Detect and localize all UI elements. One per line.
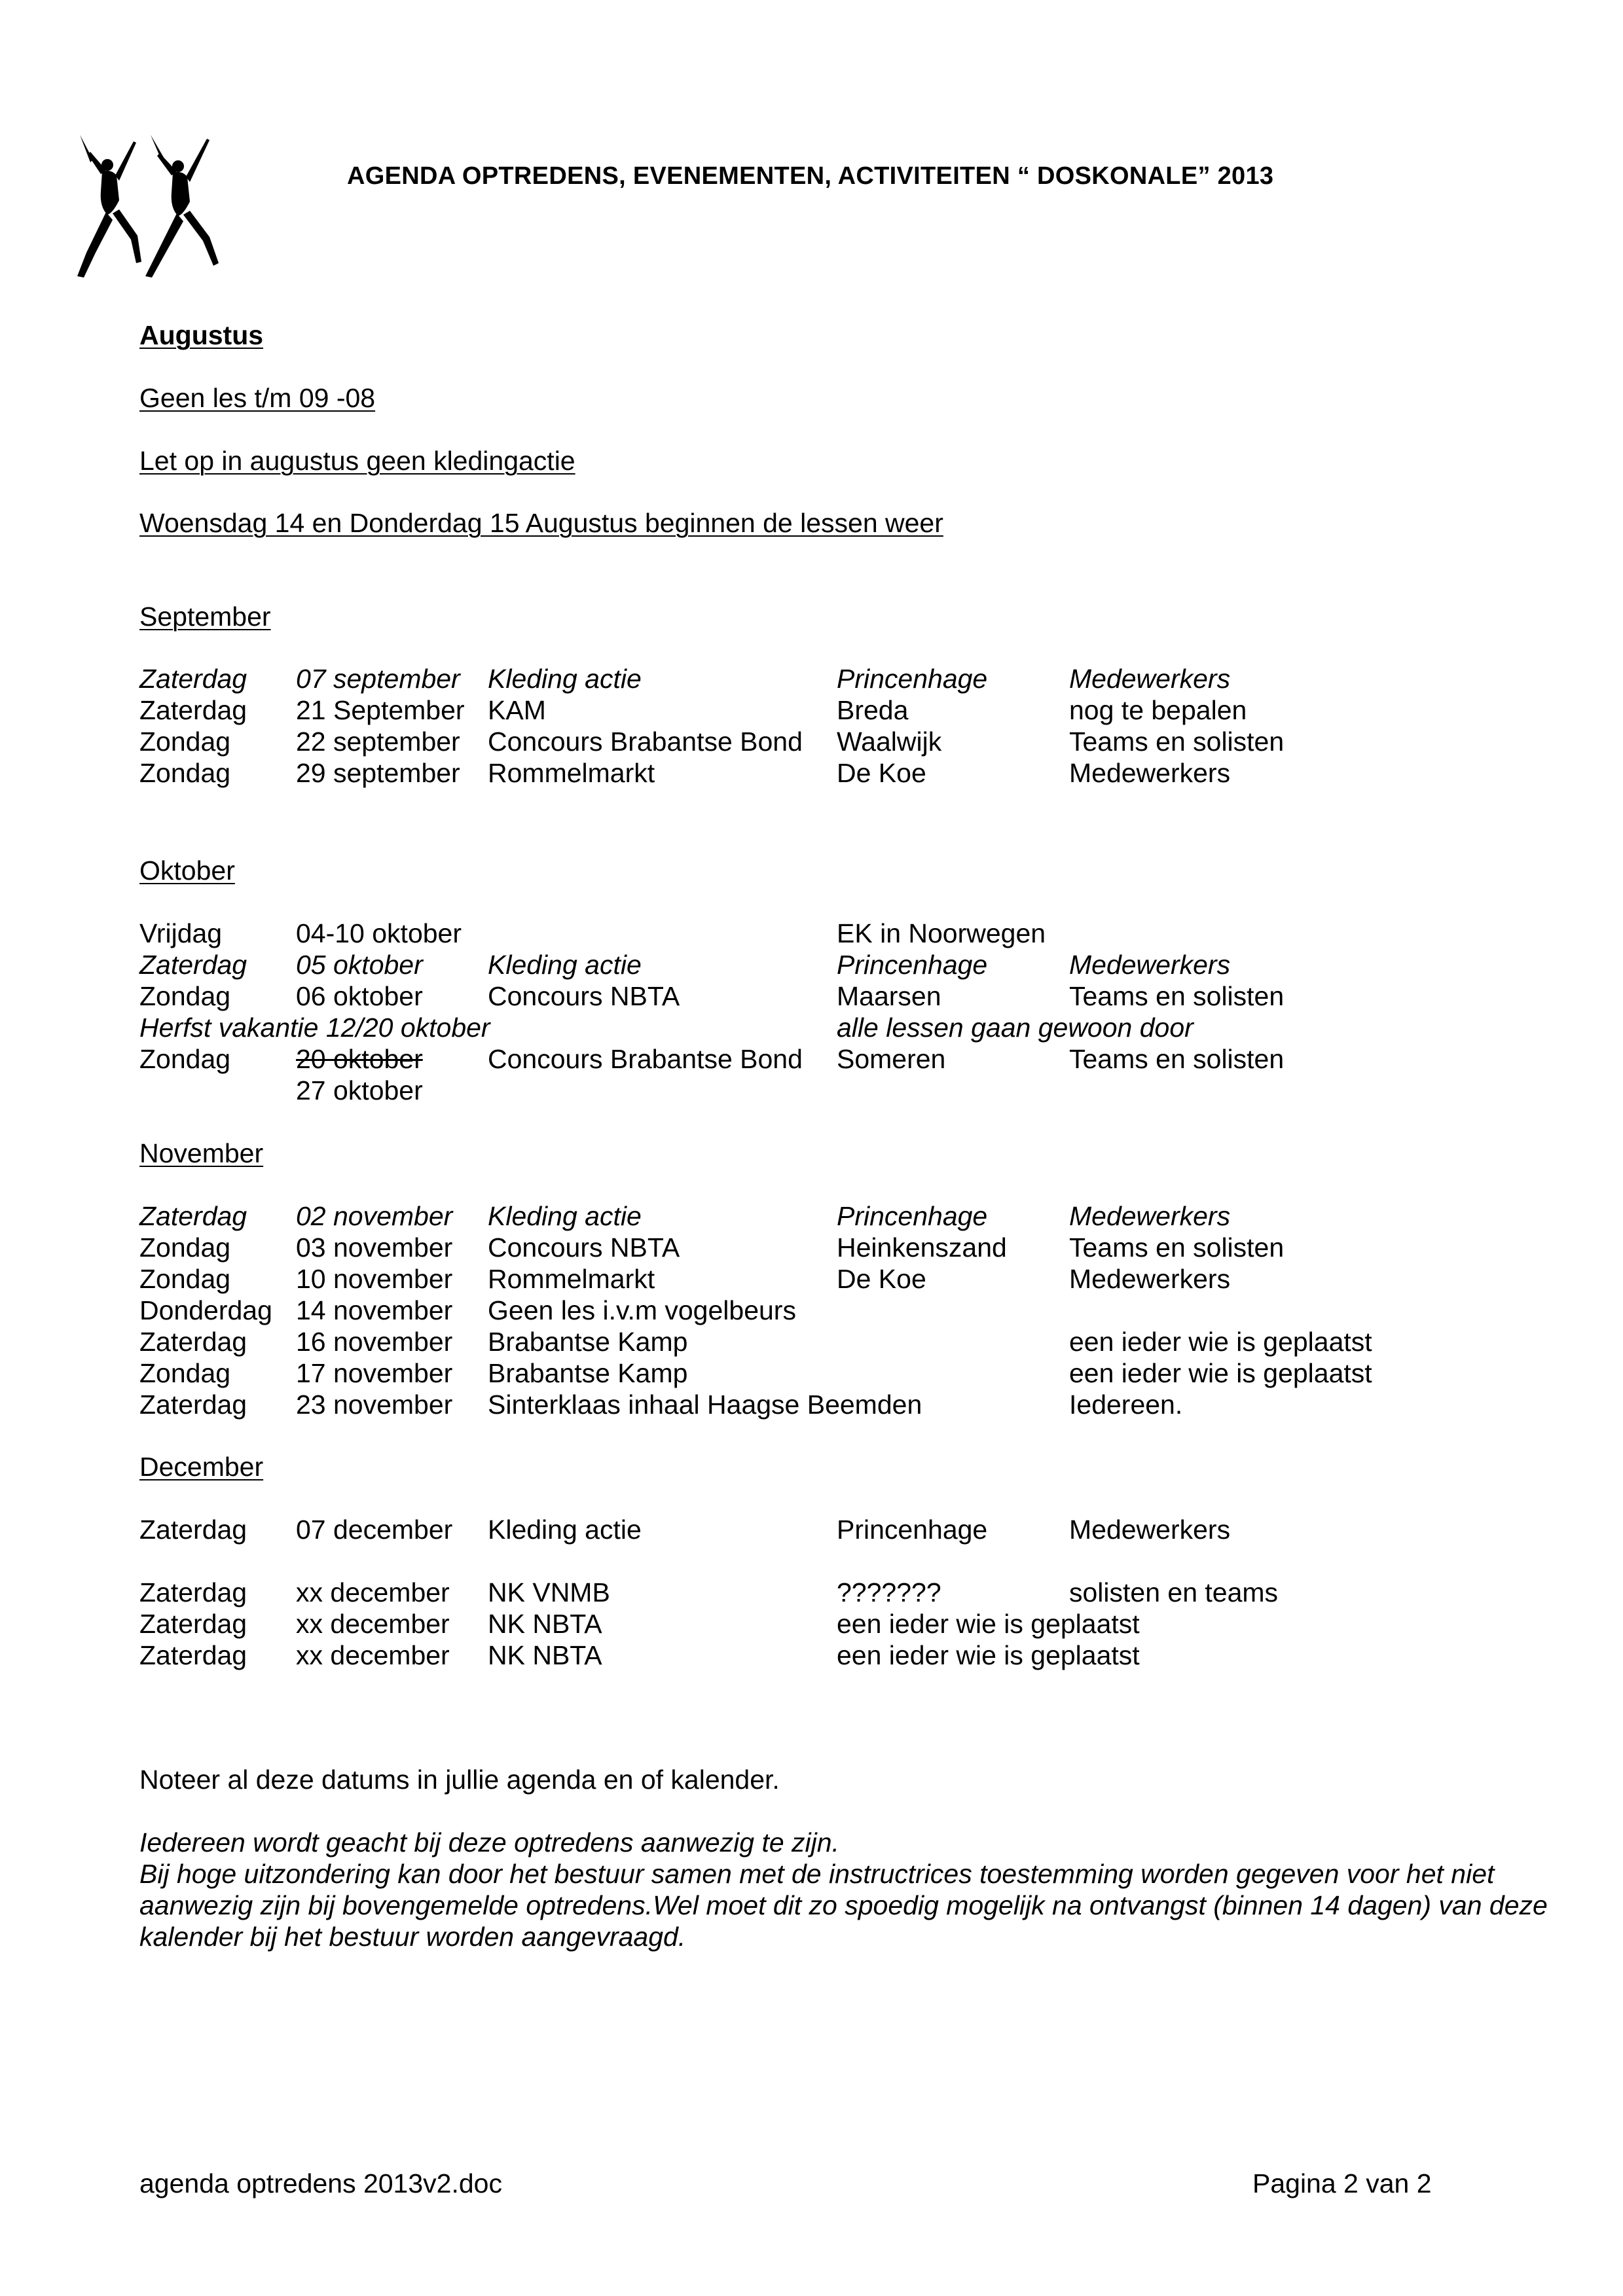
note-italic-line-4: kalender bij het bestuur worden aangevraagd. bbox=[139, 1922, 686, 1952]
who-cell: Iedereen. bbox=[1069, 1390, 1183, 1420]
document-title: AGENDA OPTREDENS, EVENEMENTEN, ACTIVITEITEN “ DOSKONALE” 2013 bbox=[347, 162, 1274, 190]
event-cell: KAM bbox=[488, 695, 546, 725]
place-cell: Princenhage bbox=[837, 664, 988, 694]
table-row bbox=[0, 1640, 1623, 1671]
who-cell: solisten en teams bbox=[1069, 1577, 1279, 1607]
day-cell: Zaterdag bbox=[139, 1390, 247, 1420]
place-cell: EK in Noorwegen bbox=[837, 918, 1046, 948]
who-cell: Medewerkers bbox=[1069, 1264, 1231, 1294]
event-cell: Sinterklaas inhaal Haagse Beemden bbox=[488, 1390, 922, 1420]
herfst-vakantie-label: Herfst vakantie 12/20 oktober bbox=[139, 1013, 490, 1043]
date-cell: 23 november bbox=[296, 1390, 453, 1420]
day-cell: Zaterdag bbox=[139, 1577, 247, 1607]
october-heading: Oktober bbox=[139, 855, 235, 886]
table-row bbox=[0, 1514, 1623, 1545]
date-cell: 02 november bbox=[296, 1201, 453, 1231]
table-row bbox=[0, 694, 1623, 726]
table-row bbox=[0, 1232, 1623, 1263]
date-cell: 16 november bbox=[296, 1327, 453, 1357]
table-row bbox=[0, 1608, 1623, 1640]
day-cell: Zondag bbox=[139, 726, 231, 757]
place-cell: Waalwijk bbox=[837, 726, 942, 757]
table-row bbox=[0, 1075, 1623, 1106]
table-row bbox=[0, 1200, 1623, 1232]
day-cell: Zaterdag bbox=[139, 1640, 247, 1670]
day-cell: Zaterdag bbox=[139, 1515, 247, 1545]
majorette-dancers-logo-icon bbox=[73, 128, 221, 280]
day-cell: Zaterdag bbox=[139, 1609, 247, 1639]
place-cell: ??????? bbox=[837, 1577, 941, 1607]
date-cell: 29 september bbox=[296, 758, 460, 788]
december-heading: December bbox=[139, 1452, 264, 1482]
day-cell: Zaterdag bbox=[139, 1201, 247, 1231]
note-noteer: Noteer al deze datums in jullie agenda en of kalender. bbox=[139, 1765, 780, 1795]
who-cell: Teams en solisten bbox=[1069, 726, 1285, 757]
date-cell: 22 september bbox=[296, 726, 460, 757]
table-row bbox=[0, 949, 1623, 980]
who-cell: Medewerkers bbox=[1069, 664, 1231, 694]
new-date-cell: 27 oktober bbox=[296, 1075, 423, 1105]
table-row bbox=[0, 1043, 1623, 1075]
table-row bbox=[0, 1295, 1623, 1326]
date-cell: xx december bbox=[296, 1640, 450, 1670]
place-cell: een ieder wie is geplaatst bbox=[837, 1640, 1140, 1670]
who-cell: Medewerkers bbox=[1069, 1201, 1231, 1231]
date-cell: 10 november bbox=[296, 1264, 453, 1294]
date-cell: 05 oktober bbox=[296, 950, 423, 980]
day-cell: Zondag bbox=[139, 758, 231, 788]
day-cell: Zondag bbox=[139, 1264, 231, 1294]
date-cell: xx december bbox=[296, 1609, 450, 1639]
date-cell: 07 december bbox=[296, 1515, 453, 1545]
event-cell: Kleding actie bbox=[488, 1515, 642, 1545]
event-cell: Brabantse Kamp bbox=[488, 1358, 688, 1388]
event-cell: Rommelmarkt bbox=[488, 758, 655, 788]
day-cell: Vrijdag bbox=[139, 918, 223, 948]
place-cell: De Koe bbox=[837, 758, 926, 788]
table-row bbox=[0, 1263, 1623, 1295]
event-cell: Kleding actie bbox=[488, 950, 642, 980]
event-cell: Concours Brabantse Bond bbox=[488, 726, 803, 757]
who-cell: een ieder wie is geplaatst bbox=[1069, 1358, 1372, 1388]
table-row bbox=[0, 663, 1623, 694]
date-cell: 17 november bbox=[296, 1358, 453, 1388]
who-cell: Medewerkers bbox=[1069, 758, 1231, 788]
table-row bbox=[0, 757, 1623, 789]
event-cell: Kleding actie bbox=[488, 1201, 642, 1231]
day-cell: Zondag bbox=[139, 1232, 231, 1263]
who-cell: Medewerkers bbox=[1069, 1515, 1231, 1545]
event-cell: Brabantse Kamp bbox=[488, 1327, 688, 1357]
day-cell: Zaterdag bbox=[139, 1327, 247, 1357]
place-cell: Someren bbox=[837, 1044, 946, 1074]
date-cell: 14 november bbox=[296, 1295, 453, 1325]
place-cell: Princenhage bbox=[837, 1201, 988, 1231]
who-cell: nog te bepalen bbox=[1069, 695, 1247, 725]
august-line-2: Let op in augustus geen kledingactie bbox=[139, 446, 575, 476]
who-cell: Medewerkers bbox=[1069, 950, 1231, 980]
table-row bbox=[0, 1326, 1623, 1357]
table-row bbox=[0, 1357, 1623, 1389]
place-cell: Princenhage bbox=[837, 950, 988, 980]
day-cell: Zaterdag bbox=[139, 664, 247, 694]
date-cell: xx december bbox=[296, 1577, 450, 1607]
day-cell: Zondag bbox=[139, 1358, 231, 1388]
august-line-1: Geen les t/m 09 -08 bbox=[139, 383, 376, 413]
table-row bbox=[0, 918, 1623, 949]
table-row bbox=[0, 1389, 1623, 1420]
place-cell: Princenhage bbox=[837, 1515, 988, 1545]
who-cell: Teams en solisten bbox=[1069, 1044, 1285, 1074]
date-cell: 03 november bbox=[296, 1232, 453, 1263]
herfst-vakantie-note: alle lessen gaan gewoon door bbox=[837, 1013, 1194, 1043]
date-cell: 21 September bbox=[296, 695, 465, 725]
place-cell: Maarsen bbox=[837, 981, 941, 1011]
event-cell: Concours Brabantse Bond bbox=[488, 1044, 803, 1074]
event-cell: Geen les i.v.m vogelbeurs bbox=[488, 1295, 796, 1325]
place-cell: Heinkenszand bbox=[837, 1232, 1007, 1263]
note-italic-line-3: aanwezig zijn bij bovengemelde optredens.Wel moet dit zo spoedig mogelijk na ontvangst (binnen 14 dagen) van deze bbox=[139, 1890, 1548, 1920]
november-heading: November bbox=[139, 1138, 264, 1168]
footer-filename: agenda optredens 2013v2.doc bbox=[139, 2168, 502, 2198]
august-line-3: Woensdag 14 en Donderdag 15 Augustus beginnen de lessen weer bbox=[139, 508, 943, 538]
note-italic-line-2: Bij hoge uitzondering kan door het bestuur samen met de instructrices toestemming worden gegeven voor het niet bbox=[139, 1859, 1495, 1889]
day-cell: Zaterdag bbox=[139, 950, 247, 980]
place-cell: Breda bbox=[837, 695, 909, 725]
place-cell: een ieder wie is geplaatst bbox=[837, 1609, 1140, 1639]
event-cell: Concours NBTA bbox=[488, 981, 680, 1011]
table-row bbox=[0, 1012, 1623, 1043]
event-cell: Concours NBTA bbox=[488, 1232, 680, 1263]
note-italic-line-1: Iedereen wordt geacht bij deze optredens aanwezig te zijn. bbox=[139, 1827, 839, 1857]
date-cell: 07 september bbox=[296, 664, 460, 694]
event-cell: NK VNMB bbox=[488, 1577, 610, 1607]
table-row bbox=[0, 1577, 1623, 1608]
table-row bbox=[0, 726, 1623, 757]
who-cell: Teams en solisten bbox=[1069, 1232, 1285, 1263]
who-cell: een ieder wie is geplaatst bbox=[1069, 1327, 1372, 1357]
event-cell: Kleding actie bbox=[488, 664, 642, 694]
event-cell: NK NBTA bbox=[488, 1640, 602, 1670]
day-cell: Donderdag bbox=[139, 1295, 272, 1325]
august-heading: Augustus bbox=[139, 320, 264, 350]
struck-date-cell: 20 oktober bbox=[296, 1044, 423, 1074]
day-cell: Zaterdag bbox=[139, 695, 247, 725]
place-cell: De Koe bbox=[837, 1264, 926, 1294]
footer-page-number: Pagina 2 van 2 bbox=[1252, 2168, 1432, 2198]
date-cell: 06 oktober bbox=[296, 981, 423, 1011]
september-heading: September bbox=[139, 601, 271, 632]
table-row bbox=[0, 980, 1623, 1012]
day-cell: Zondag bbox=[139, 981, 231, 1011]
event-cell: Rommelmarkt bbox=[488, 1264, 655, 1294]
date-cell: 04-10 oktober bbox=[296, 918, 462, 948]
event-cell: NK NBTA bbox=[488, 1609, 602, 1639]
who-cell: Teams en solisten bbox=[1069, 981, 1285, 1011]
day-cell: Zondag bbox=[139, 1044, 231, 1074]
